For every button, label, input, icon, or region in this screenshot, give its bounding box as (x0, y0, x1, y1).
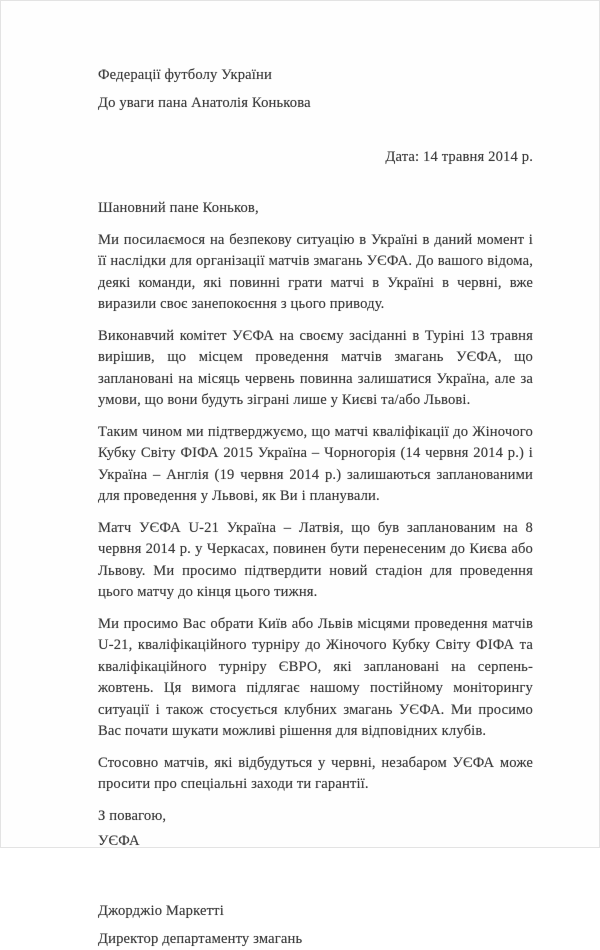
letter-paragraph: Ми просимо Вас обрати Київ або Львів місцями проведення матчів U-21, кваліфікаційного турніру до Жіночого Кубку Світу ФІФА та кваліфікаційного турніру ЄВРО, які заплановані на серпень-жовтень. Ця вимога підлягає нашому постійному моніторингу ситуації і також стосується клубних змагань УЄФА. Ми просимо Вас почати шукати можливі рішення для відповідних клубів. (98, 614, 533, 743)
attention-line: До уваги пана Анатолія Конькова (98, 93, 533, 115)
address-block (98, 65, 533, 115)
salutation-line: Шановний пане Коньков, (98, 198, 533, 220)
signature-org-line: УЄФА (98, 831, 533, 853)
recipient-org-line: Федерації футболу України (98, 65, 533, 87)
letter-paragraph: Виконавчий комітет УЄФА на своєму засіданні в Туріні 13 травня вирішив, що місцем проведення матчів змагань УЄФА, що заплановані на місяць червень повинна залишатися Україна, але за умови, що вони будуть зіграні лише у Києві та/або Львові. (98, 326, 533, 412)
letter-paragraph: Таким чином ми підтверджуємо, що матчі кваліфікації до Жіночого Кубку Світу ФІФА 2015 Україна – Чорногорія (14 червня 2014 р.) і Україна – Англія (19 червня 2014 р.) залишаються запланованими для проведення у Львові, як Ви і планували. (98, 422, 533, 508)
signatory-title-line: Директор департаменту змагань (98, 929, 533, 950)
signatory-name-line: Джорджіо Маркетті (98, 901, 533, 923)
closing-line: З повагою, (98, 806, 533, 828)
letter-paragraph: Стосовно матчів, які відбудуться у червні, незабаром УЄФА може просити про спеціальні заходи ти гарантії. (98, 753, 533, 796)
closing-block (98, 806, 533, 853)
signature-block (98, 901, 533, 950)
date-line: Дата: 14 травня 2014 р. (98, 147, 533, 169)
letter-paragraph: Ми посилаємося на безпекову ситуацію в Україні в даний момент і її наслідки для організації матчів змагань УЄФА. До вашого відома, деякі команди, які повинні грати матчі в Україні в червні, вже виразили своє занепокоєння з цього приводу. (98, 230, 533, 316)
letter-paragraph: Матч УЄФА U-21 Україна – Латвія, що був запланованим на 8 червня 2014 р. у Черкасах, повинен бути перенесеним до Києва або Львову. Ми просимо підтвердити новий стадіон для проведення цього матчу до кінця цього тижня. (98, 518, 533, 604)
